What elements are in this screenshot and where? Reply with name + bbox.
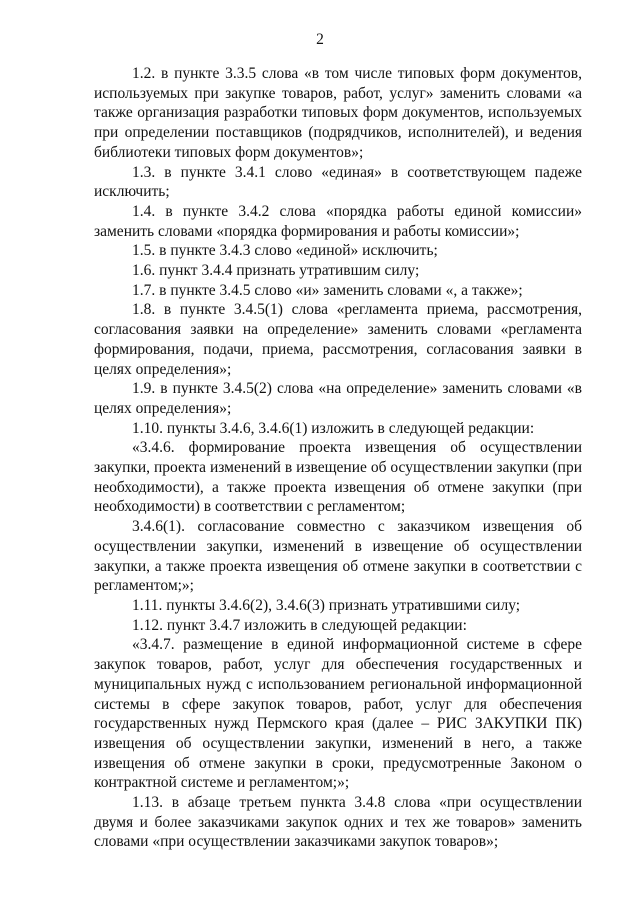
paragraph-1-13: 1.13. в абзаце третьем пункта 3.4.8 слова «при осуществлении двумя и более заказчиками закупок одних и тех же товаров» заменить словами «при осуществлении заказчиками закупок товаров»; xyxy=(94,794,582,851)
paragraph-1-2: 1.2. в пункте 3.3.5 слова «в том числе типовых форм документов, используемых при закупке товаров, работ, услуг» заменить словами «а также организация разработки типовых форм документов, используемых при определении поставщиков (подрядчиков, исполнителей), и ведения библиотеки типовых форм документов»; xyxy=(94,65,582,161)
paragraph-1-8: 1.8. в пункте 3.4.5(1) слова «регламента приема, рассмотрения, согласования заявки на определение» заменить словами «регламента формирования, подачи, приема, рассмотрения, согласования заявки в целях определения»; xyxy=(94,301,582,378)
paragraph-1-4: 1.4. в пункте 3.4.2 слова «порядка работы единой комиссии» заменить словами «порядка формирования и работы комиссии»; xyxy=(94,202,582,240)
paragraph-1-12: 1.12. пункт 3.4.7 изложить в следующей редакции: xyxy=(132,616,467,634)
paragraph-1-5: 1.5. в пункте 3.4.3 слово «единой» исключить; xyxy=(132,242,438,260)
quoted-clause-3-4-6: «3.4.6. формирование проекта извещения об осуществлении закупки, проекта изменений в извещение об осуществлении закупки (при необходимости), а также проекта извещения об отмене закупки (при необходимости) в соответствии с регламентом; xyxy=(94,439,582,516)
paragraph-1-7: 1.7. в пункте 3.4.5 слово «и» заменить словами «, а также»; xyxy=(132,281,523,299)
paragraph-1-9: 1.9. в пункте 3.4.5(2) слова «на определение» заменить словами «в целях определения»; xyxy=(94,380,582,417)
quoted-clause-3-4-6-1: 3.4.6(1). согласование совместно с заказчиком извещения об осуществлении закупки, изменений в извещение об осуществлении закупки, а также проекта извещения об отмене закупки в соответствии с регламентом;»; xyxy=(94,518,582,595)
paragraph-1-3: 1.3. в пункте 3.4.1 слово «единая» в соответствующем падеже исключить; xyxy=(94,163,582,201)
quoted-clause-3-4-7: «3.4.7. размещение в единой информационной системе в сфере закупок товаров, работ, услуг для обеспечения государственных и муниципальных нужд с использованием региональной информационной системы в сфере закупок товаров, работ, услуг для обеспечения государственных нужд Пермского края (далее – РИС ЗАКУПКИ ПК) извещения об осуществлении закупки, изменений в него, а также извещения об отмене закупки в сроки, предусмотренные Законом о контрактной системе и регламентом;»; xyxy=(94,636,582,792)
document-body xyxy=(94,64,582,852)
paragraph-1-10: 1.10. пункты 3.4.6, 3.4.6(1) изложить в следующей редакции: xyxy=(132,419,535,437)
paragraph-1-11: 1.11. пункты 3.4.6(2), 3.4.6(3) признать утратившими силу; xyxy=(132,596,521,614)
paragraph-1-6: 1.6. пункт 3.4.4 признать утратившим силу; xyxy=(132,262,420,280)
page-number: 2 xyxy=(316,31,324,48)
